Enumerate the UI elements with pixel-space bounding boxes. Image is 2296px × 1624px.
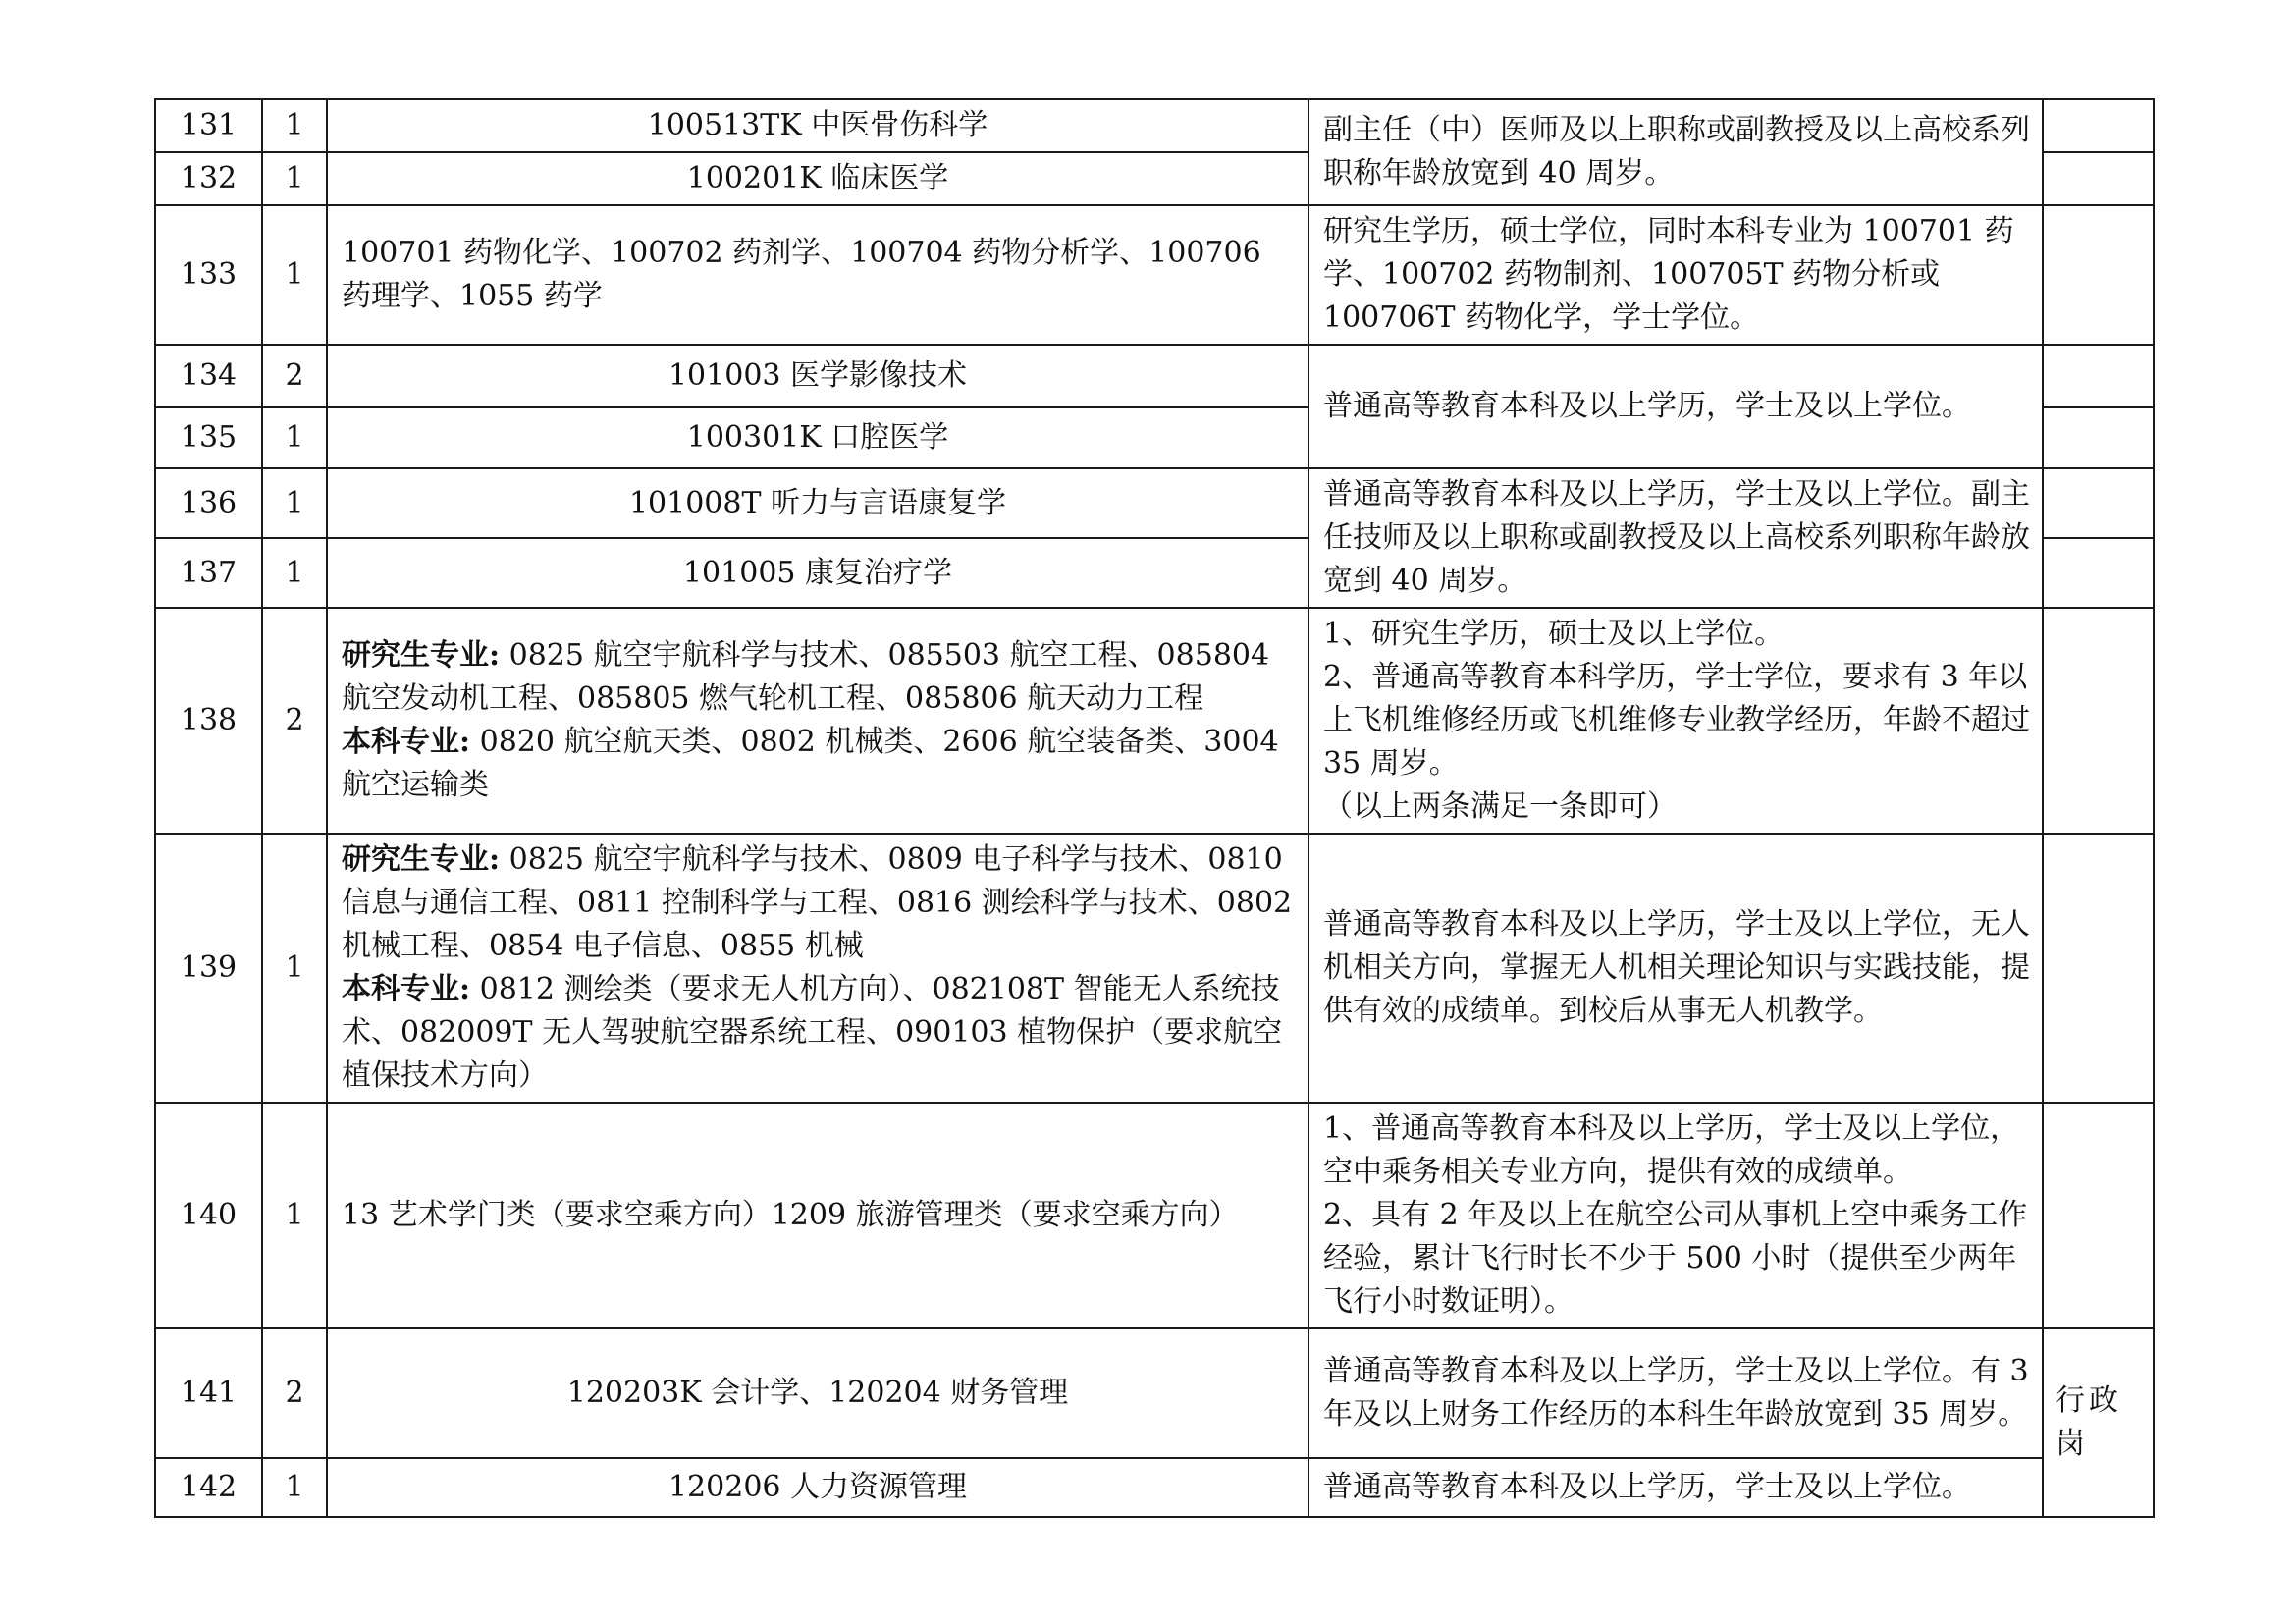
requirement-cell: 研究生学历，硕士学位，同时本科专业为 100701 药学、100702 药物制剂、100705T 药物分析或 100706T 药物化学，学士学位。 [1308,205,2043,345]
row-number: 135 [155,407,262,468]
recruitment-table [154,98,2155,1518]
recruitment-table-wrapper [154,98,2153,1518]
row-number: 142 [155,1458,262,1517]
requirement-cell: 普通高等教育本科及以上学历，学士及以上学位。副主任技师及以上职称或副教授及以上高校系列职称年龄放宽到 40 周岁。 [1308,468,2043,608]
graduate-majors [342,634,1294,721]
undergraduate-majors-text: 0812 测绘类（要求无人机方向）、082108T 智能无人系统技术、082009T 无人驾驶航空器系统工程、090103 植物保护（要求航空植保技术方向） [342,972,1283,1093]
graduate-majors [342,839,1294,968]
major-cell: 120206 人力资源管理 [327,1458,1308,1517]
note-cell [2043,205,2154,345]
table-row [155,1103,2154,1328]
requirement-cell [1308,1103,2043,1328]
table-row [155,608,2154,834]
undergraduate-majors [342,968,1294,1098]
row-number: 138 [155,608,262,834]
note-cell [2043,468,2154,538]
row-number: 137 [155,538,262,608]
row-number: 136 [155,468,262,538]
requirement-line: 2、普通高等教育本科学历，学士学位，要求有 3 年以上飞机维修经历或飞机维修专业教学经历，年龄不超过 35 周岁。 [1323,660,2030,781]
major-cell [327,834,1308,1103]
note-cell [2043,538,2154,608]
headcount: 1 [262,99,327,152]
table-row [155,1328,2154,1458]
requirement-cell: 普通高等教育本科及以上学历，学士及以上学位。 [1308,1458,2043,1517]
major-cell: 100201K 临床医学 [327,152,1308,205]
headcount: 1 [262,1103,327,1328]
graduate-majors-text: 0825 航空宇航科学与技术、0809 电子科学与技术、0810 信息与通信工程、0811 控制科学与工程、0816 测绘科学与技术、0802 机械工程、0854 电子信息、0855 机械 [342,842,1293,963]
requirement-line: 1、研究生学历，硕士及以上学位。 [1323,617,1785,651]
major-cell: 101008T 听力与言语康复学 [327,468,1308,538]
major-cell [327,608,1308,834]
row-number: 133 [155,205,262,345]
note-cell [2043,345,2154,407]
table-row [155,468,2154,538]
note-cell [2043,1103,2154,1328]
undergraduate-majors-text: 0820 航空航天类、0802 机械类、2606 航空装备类、3004 航空运输类 [342,725,1279,802]
requirement-cell: 普通高等教育本科及以上学历，学士及以上学位，无人机相关方向，掌握无人机相关理论知识与实践技能，提供有效的成绩单。到校后从事无人机教学。 [1308,834,2043,1103]
requirement-cell: 副主任（中）医师及以上职称或副教授及以上高校系列职称年龄放宽到 40 周岁。 [1308,99,2043,205]
headcount: 1 [262,407,327,468]
requirement-line: （以上两条满足一条即可） [1323,789,1677,824]
major-cell: 100701 药物化学、100702 药剂学、100704 药物分析学、100706 药理学、1055 药学 [327,205,1308,345]
row-number: 141 [155,1328,262,1458]
note-cell [2043,608,2154,834]
headcount: 1 [262,1458,327,1517]
headcount: 1 [262,834,327,1103]
table-row [155,834,2154,1103]
requirement-cell [1308,608,2043,834]
table-row [155,345,2154,407]
admin-post-note: 行政岗 [2056,1383,2122,1461]
headcount: 2 [262,608,327,834]
graduate-label: 研究生专业: [342,842,501,877]
graduate-label: 研究生专业: [342,638,501,673]
undergraduate-label: 本科专业: [342,725,471,759]
headcount: 1 [262,468,327,538]
requirement-cell: 普通高等教育本科及以上学历，学士及以上学位。 [1308,345,2043,468]
graduate-majors-text: 0825 航空宇航科学与技术、085503 航空工程、085804 航空发动机工程、085805 燃气轮机工程、085806 航天动力工程 [342,638,1270,716]
requirement-line: 1、普通高等教育本科及以上学历，学士及以上学位，空中乘务相关专业方向，提供有效的成绩单。 [1323,1111,2020,1189]
major-cell: 13 艺术学门类（要求空乘方向）1209 旅游管理类（要求空乘方向） [327,1103,1308,1328]
row-number: 139 [155,834,262,1103]
requirement-line: 2、具有 2 年及以上在航空公司从事机上空中乘务工作经验，累计飞行时长不少于 500 小时（提供至少两年飞行小时数证明）。 [1323,1198,2028,1319]
table-row [155,99,2154,152]
table-row [155,205,2154,345]
undergraduate-majors [342,721,1294,807]
table-row [155,1458,2154,1517]
major-cell: 120203K 会计学、120204 财务管理 [327,1328,1308,1458]
note-cell [2043,152,2154,205]
requirement-cell: 普通高等教育本科及以上学历，学士及以上学位。有 3 年及以上财务工作经历的本科生年龄放宽到 35 周岁。 [1308,1328,2043,1458]
headcount: 2 [262,1328,327,1458]
headcount: 1 [262,152,327,205]
major-cell: 101003 医学影像技术 [327,345,1308,407]
note-cell [2043,1328,2154,1517]
row-number: 132 [155,152,262,205]
row-number: 131 [155,99,262,152]
note-cell [2043,99,2154,152]
undergraduate-label: 本科专业: [342,972,471,1006]
major-cell: 101005 康复治疗学 [327,538,1308,608]
note-cell [2043,834,2154,1103]
row-number: 134 [155,345,262,407]
headcount: 1 [262,538,327,608]
major-cell: 100513TK 中医骨伤科学 [327,99,1308,152]
major-cell: 100301K 口腔医学 [327,407,1308,468]
headcount: 1 [262,205,327,345]
note-cell [2043,407,2154,468]
headcount: 2 [262,345,327,407]
row-number: 140 [155,1103,262,1328]
